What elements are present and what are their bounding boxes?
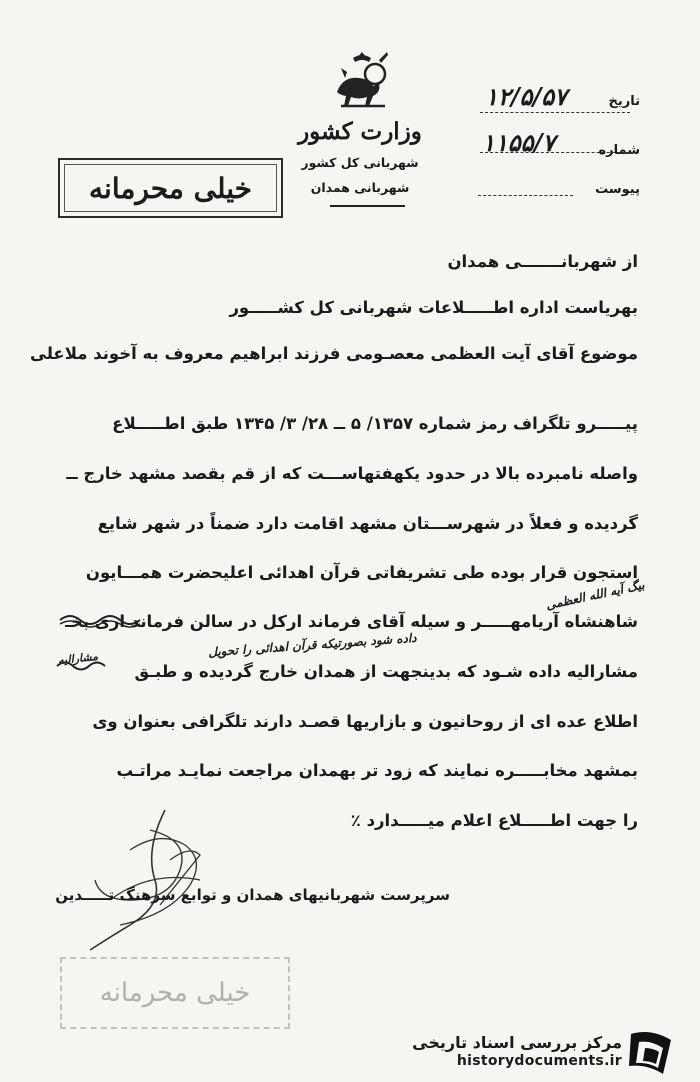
- signature-line: سرپرست شهربانیهای همدان و توابع سرهنگ تـــــدین: [55, 886, 450, 904]
- archive-logo-icon: [625, 1026, 681, 1076]
- signature-scribble-icon: [70, 800, 240, 960]
- handwritten-insertion: داده شود بصورتیکه قرآن اهدائی را تحویل: [207, 630, 417, 660]
- body-line-4: استجون قرار بوده طی تشریفاتی قرآن اهدائی اعلیحضرت همـــایون: [85, 563, 638, 582]
- confidential-stamp-faded: [60, 957, 290, 1029]
- ministry-title: وزارت کشور: [298, 118, 422, 145]
- letter-to: بهریاست اداره اطـــــلاعات شهربانی کل کشـــــور: [229, 298, 638, 317]
- footer-org-name: مرکز بررسی اسناد تاریخی: [412, 1033, 622, 1052]
- date-line: [480, 112, 630, 113]
- body-line-7: اطلاع عده ای از روحانیون و بازاریها قصـد دارند تلگرافی بعنوان وی: [92, 712, 638, 731]
- date-value: ۱۲/۵/۵۷: [485, 82, 567, 111]
- body-line-9: را جهت اطـــــلاع اعلام میـــــدارد ٪: [350, 811, 638, 830]
- confidential-stamp-text: خیلی محرمانه: [89, 171, 252, 205]
- number-value: ۱۱۵۵/۷: [482, 128, 556, 157]
- strike-scribble-icon: [58, 608, 148, 630]
- handwritten-left-note: مشارالیه: [57, 649, 99, 668]
- body-line-2: واصله نامبرده بالا در حدود یکهفتهاســـت که از قم بقصد مشهد خارج ــ: [66, 464, 638, 483]
- body-line-8: بمشهد مخابـــــره نمایند که زود تر بهمدان مراجعت نمایـد مراتـب: [116, 761, 638, 780]
- letter-from: از شهربانـــــــی همدان: [447, 252, 638, 271]
- number-label: شماره: [598, 143, 640, 158]
- attachment-line: [478, 195, 573, 196]
- lion-sun-emblem-icon: [327, 48, 397, 114]
- body-line-6: مشارالیه داده شـود که بدینجهت از همدان خارج گردیده و طبـق: [134, 662, 638, 681]
- handwritten-margin-note: بیگ آیه الله العظمی: [544, 577, 646, 613]
- attachment-label: پیوست: [595, 182, 640, 197]
- body-line-5: شاهنشاه آریامهـــــر و سیله آقای فرماند ارکل در سالن فرماند اری بخـ: [65, 612, 638, 631]
- department-line-2: شهربانی همدان: [310, 180, 410, 195]
- header-underline: [330, 205, 405, 207]
- strike-scribble-2-icon: [55, 656, 115, 676]
- confidential-stamp: [58, 158, 283, 218]
- letter-subject: موضوع آقای آیت العظمی معصـومی فرزند ابراهیم معروف به آخوند ملاعلی: [30, 344, 638, 363]
- department-line-1: شهربانی کل کشور: [301, 155, 419, 170]
- body-line-3: گردیده و فعلاً در شهرســـتان مشهد اقامت دارد ضمناً در شهر شایع: [97, 514, 638, 533]
- body-line-1: پیـــــرو تلگراف رمز شماره ۱۳۵۷/ ۵ ــ ۲۸/ ۳/ ۱۳۴۵ طبق اطـــــلاع: [112, 414, 638, 433]
- confidential-stamp-faded-text: خیلی محرمانه: [99, 978, 251, 1008]
- date-label: تاریخ: [608, 94, 640, 109]
- footer-url: historydocuments.ir: [456, 1053, 622, 1069]
